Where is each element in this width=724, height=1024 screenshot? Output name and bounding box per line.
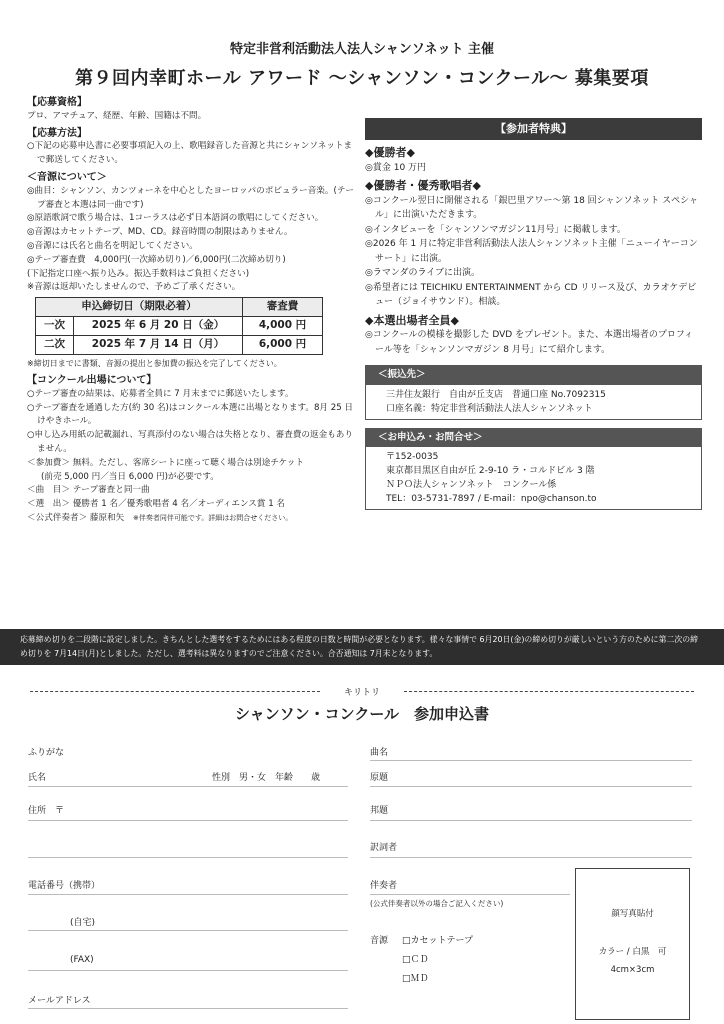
winner-heading: ◆優勝者◆ [365, 146, 415, 159]
page-title: 第９回内幸町ホール アワード 〜シャンソン・コンクール〜 募集要項 [75, 68, 649, 89]
contest-heading: 【コンクール出場について】 [27, 374, 157, 386]
form-title: シャンソン・コンクール 参加申込書 [234, 705, 490, 723]
eligibility-heading: 【応募資格】 [27, 97, 87, 108]
judge-label: ＜公式伴奏者＞ 藤原和矢 [27, 512, 125, 523]
cut-dash-right [404, 691, 694, 692]
round-label: 一次 [36, 317, 74, 336]
contest-item: ○テープ審査の結果は、応募者全員に 7 月末までに郵送いたします。 [27, 388, 294, 399]
phone-home-line [28, 930, 348, 931]
media-option-cd[interactable]: □ＣＤ [402, 955, 429, 965]
accompanist-line [370, 894, 570, 895]
bank-line: 口座名義：特定非営利活動法人法人シャンソネット [386, 403, 593, 414]
accompanist-note: (公式伴奏者以外の場合ご記入ください) [370, 899, 504, 908]
source-item: ◎テープ審査費 4,000円(一次締め切り)／6,000円(二次締め切り) [27, 254, 286, 265]
benefits-heading: 【参加者特典】 [365, 118, 702, 140]
deadline-date: 2025 年 7 月 14 日（月） [74, 336, 243, 355]
judge-note: ※伴奏者同伴可能です。詳細はお問合せください。 [133, 513, 293, 522]
benefit-item: ◎コンクールの模様を撮影した DVD をプレゼント。また、本選出場者のプロフィール等を「シャンソンマガジン 8 月号」にて紹介します。 [365, 330, 694, 355]
organizer-line: 特定非営利活動法人法人シャンソネット 主催 [229, 42, 494, 57]
original-title-label: 原題 [370, 773, 389, 783]
contact-box [365, 428, 702, 511]
bank-line: 三井住友銀行 自由が丘支店 普通口座 No.7092315 [386, 389, 606, 400]
source-note: ※音源は返却いたしませんので、予めご了承ください。 [27, 282, 241, 293]
source-note: (下記指定口座へ振り込み。振込手数料はご負担ください) [27, 268, 250, 279]
photo-title: 顔写真貼付 [611, 909, 654, 919]
source-heading: ＜音源について＞ [27, 171, 107, 183]
deadline-date: 2025 年 6 月 20 日（金） [74, 317, 243, 336]
email-line [28, 1008, 348, 1009]
address-line-2 [28, 857, 348, 858]
excellent-heading: ◆優勝者・優秀歌唱者◆ [365, 179, 481, 192]
cut-dash-left [30, 691, 320, 692]
source-item: ◎曲目：シャンソン、カンツォーネを中心としたヨーロッパのポピュラー音楽。(テープ審査と本選は同一曲です) [27, 185, 355, 210]
fee-value: 6,000 円 [243, 336, 323, 355]
original-title-line [370, 786, 692, 787]
furigana-label: ふりがな [28, 748, 65, 758]
jp-title-label: 邦題 [370, 806, 389, 816]
phone-mobile-label: 電話番号（携帯） [28, 881, 101, 891]
contact-line: 東京都目黒区自由が丘 2-9-10 ラ・コルドビル 3 階 [386, 466, 595, 476]
email-label: メールアドレス [28, 996, 91, 1006]
photo-box [575, 868, 690, 1020]
benefit-item: ◎賞金 10 万円 [365, 162, 427, 173]
phone-line [28, 894, 348, 895]
media-label: 音源 [370, 936, 389, 946]
deadline-table [35, 297, 323, 355]
source-item: ◎音源には氏名と曲名を明記してください。 [27, 240, 198, 251]
phone-home-label: (自宅) [70, 918, 96, 928]
table-note: ※締切日までに書類、音源の提出と参加費の振込を完了してください。 [27, 359, 282, 369]
round-label: 二次 [36, 336, 74, 355]
table-row [36, 317, 323, 336]
deadline-notice-band: 応募締め切りを二段階に設定しました。きちんとした選考をするためにはある程度の日数と時間が必要となります。様々な事情で 6月20日(金)の締め切りが厳しいという方のために第二次の締め切りを 7月14日(月)としました。ただし、選考料は異なりますのでご注意ください。合否通知は 7月末となります。 [0, 629, 724, 665]
right-column [365, 118, 702, 510]
contact-line: ＮＰＯ法人シャンソネット コンクール係 [386, 480, 557, 490]
address-label: 住所 〒 [28, 806, 65, 816]
lyricist-label: 訳詞者 [370, 843, 398, 853]
fee-value: 4,000 円 [243, 317, 323, 336]
name-line [28, 786, 348, 787]
table-row [36, 336, 323, 355]
media-option-cassette[interactable]: □カセットテープ [402, 936, 474, 946]
method-heading: 【応募方法】 [27, 127, 87, 139]
fee-header: 審査費 [243, 298, 323, 317]
left-column [27, 96, 357, 526]
contact-line: 〒152-0035 [386, 452, 439, 462]
contact-line: TEL：03-5731-7897 / E-mail：npo@chanson.to [386, 494, 597, 504]
bank-box [365, 365, 702, 420]
gender-age-label: 性別 男・女 年齢 歳 [212, 773, 321, 783]
finalist-heading: ◆本選出場者全員◆ [365, 313, 459, 327]
benefit-item: ◎希望者には TEICHIKU ENTERTAINMENT から CD リリース及び、カラオケデビュー（ジョイサウンド）。相談。 [365, 282, 697, 307]
media-option-md[interactable]: □ＭＤ [402, 974, 429, 984]
song-line [370, 760, 692, 761]
song-line: ＜曲 目＞ テープ審査と同一曲 [27, 485, 150, 496]
song-label: 曲名 [370, 748, 389, 758]
jp-title-line [370, 820, 692, 821]
source-item: ◎音源はカセットテープ、MD、CD。録音時間の制限はありません。 [27, 227, 293, 238]
contact-heading: ＜お申込み・お問合せ＞ [366, 429, 701, 448]
lyricist-line [370, 857, 692, 858]
method-text: ○下記の応募申込書に必要事項記入の上、歌唱録音した音源と共にシャンソネットまで郵送してください。 [27, 141, 353, 166]
award-line: ＜選 出＞ 優勝者 1 名／優秀歌唱者 4 名／オーディエンス賞 1 名 [27, 499, 286, 510]
photo-color: カラー / 白黒 可 [598, 947, 667, 957]
deadline-header: 申込締切日（期限必着） [36, 298, 243, 317]
accompanist-label: 伴奏者 [370, 881, 398, 891]
name-label: 氏名 [28, 773, 47, 783]
fax-line [28, 970, 348, 971]
contest-item: ○申し込み用紙の記載漏れ、写真添付のない場合は失格となり、審査費の返金もありません。 [27, 430, 353, 454]
eligibility-text: プロ、アマチュア、経歴、年齢、国籍は不問。 [27, 110, 207, 121]
address-line [28, 820, 348, 821]
benefit-item: ◎2026 年 1 月に特定非営利活動法人法人シャンソネット主催「ニューイヤーコンサート」に出演。 [365, 239, 698, 264]
fee-line: (前売 5,000 円／当日 6,000 円)が必要です。 [41, 471, 219, 482]
fax-label: (FAX) [70, 955, 94, 965]
contest-item: ○テープ審査を通過した方(約 30 名)はコンクール本選に出場となります。8月 25 日 けやきホール。 [27, 402, 354, 427]
fee-line: ＜参加費＞ 無料。ただし、客席シートに座って聴く場合は別途チケット [27, 457, 304, 468]
photo-size: 4cm×3cm [610, 965, 655, 975]
source-item: ◎原語歌詞で歌う場合は、1コーラスは必ず日本語詞の歌唱にしてください。 [27, 213, 324, 224]
benefit-item: ◎インタビューを「シャンソンマガジン11月号」に掲載します。 [365, 224, 626, 235]
cut-line [30, 685, 694, 697]
bank-heading: ＜振込先＞ [366, 366, 701, 385]
benefit-item: ◎コンクール翌日に開催される「銀巴里アワー〜第 18 回シャンソネット スペシャル」に出演いただきます。 [365, 195, 698, 220]
benefit-item: ◎ラマンダのライブに出演。 [365, 268, 480, 278]
cut-label: キリトリ [343, 688, 380, 698]
